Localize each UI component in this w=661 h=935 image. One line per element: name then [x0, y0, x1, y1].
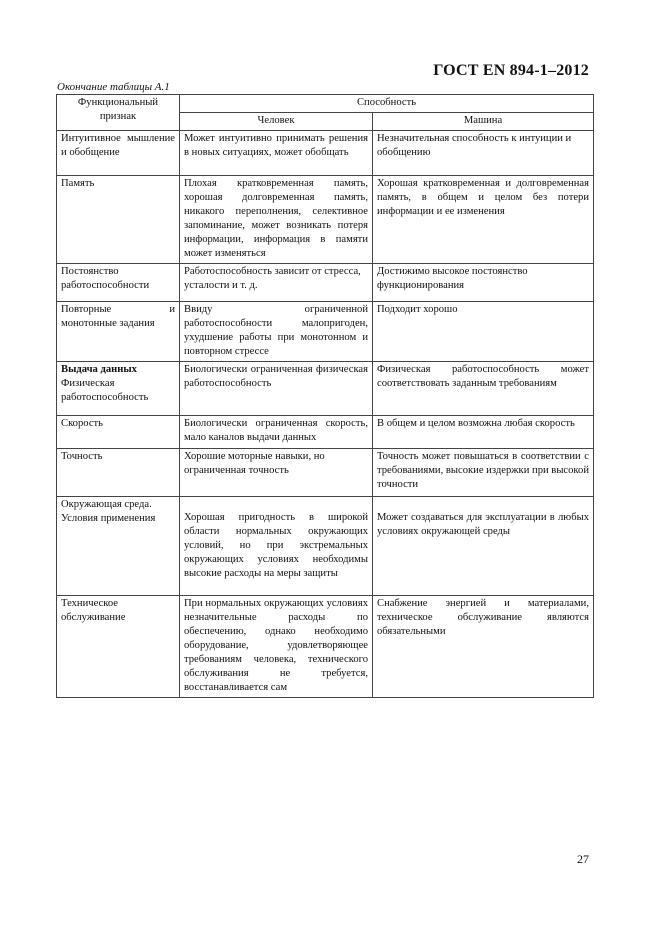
section-heading: Окружающая среда. Условия применения — [57, 497, 180, 596]
function-allocation-table — [56, 94, 594, 698]
table-row — [57, 596, 594, 698]
standard-designation: ГОСТ EN 894-1–2012 — [433, 62, 589, 79]
feature-cell: Интуитивное мышление и обобщение — [57, 131, 180, 176]
header-machine: Машина — [373, 113, 594, 131]
feature-cell: Техническое обслуживание — [57, 596, 180, 698]
machine-cell: Физическая работоспособность может соответствовать заданным требованиям — [373, 362, 594, 416]
feature-label: Физическая работоспособность — [61, 378, 149, 403]
header-human: Человек — [180, 113, 373, 131]
feature-cell: Точность — [57, 449, 180, 497]
machine-cell: В общем и целом возможна любая скорость — [373, 416, 594, 449]
machine-cell: Может создаваться для эксплуатации в любых условиях окружающей среды — [373, 497, 594, 596]
human-cell: Биологически ограниченная физическая работоспособность — [180, 362, 373, 416]
human-cell: Работоспособность зависит от стресса, усталости и т. д. — [180, 264, 373, 302]
human-cell: Хорошие моторные навыки, но ограниченная точность — [180, 449, 373, 497]
feature-cell — [57, 362, 180, 416]
table-row — [57, 131, 594, 176]
header-ability: Способность — [180, 95, 594, 113]
table-row — [57, 302, 594, 362]
header-feature: Функциональный признак — [57, 95, 180, 131]
table-row — [57, 176, 594, 264]
machine-cell: Достижимо высокое постоянство функционирования — [373, 264, 594, 302]
table-header-row — [57, 95, 594, 113]
table-row — [57, 449, 594, 497]
feature-cell: Повторные и монотонные задания — [57, 302, 180, 362]
human-cell: Плохая кратковременная память, хорошая долговременная память, никакого переполнения, селективное запоминание, может возникать потеря информации, информация в памяти может изменяться — [180, 176, 373, 264]
machine-cell: Хорошая кратковременная и долговременная память, в общем и целом без потери информации и ее изменения — [373, 176, 594, 264]
machine-cell: Точность может повышаться в соответствии с требованиями, высокие издержки при высокой точности — [373, 449, 594, 497]
feature-cell: Постоянство работоспособности — [57, 264, 180, 302]
machine-cell: Подходит хорошо — [373, 302, 594, 362]
machine-cell: Незначительная способность к интуиции и обобщению — [373, 131, 594, 176]
human-cell: При нормальных окружающих условиях незначительные расходы по обеспечению, однако необходимо оборудование, удовлетворяющее требованиям человека, технического обслуживания не требуется, восстанавливается сам — [180, 596, 373, 698]
human-cell: Биологически ограниченная скорость, мало каналов выдачи данных — [180, 416, 373, 449]
table-row — [57, 416, 594, 449]
table-row — [57, 362, 594, 416]
human-cell: Хорошая пригодность в широкой области нормальных окружающих условий, но при экстремальных окружающих условиях необходимы высокие расходы на меры защиты — [180, 497, 373, 596]
table-row — [57, 497, 594, 596]
page-number: 27 — [577, 852, 589, 866]
feature-cell: Скорость — [57, 416, 180, 449]
table-caption: Окончание таблицы А.1 — [57, 81, 170, 93]
machine-cell: Снабжение энергией и материалами, техническое обслуживание являются обязательными — [373, 596, 594, 698]
human-cell: Ввиду ограниченной работоспособности малопригоден, ухудшение работы при монотонном и повторном стрессе — [180, 302, 373, 362]
human-cell: Может интуитивно принимать решения в новых ситуациях, может обобщать — [180, 131, 373, 176]
section-heading: Выдача данных — [61, 364, 137, 375]
table-row — [57, 264, 594, 302]
feature-cell: Память — [57, 176, 180, 264]
